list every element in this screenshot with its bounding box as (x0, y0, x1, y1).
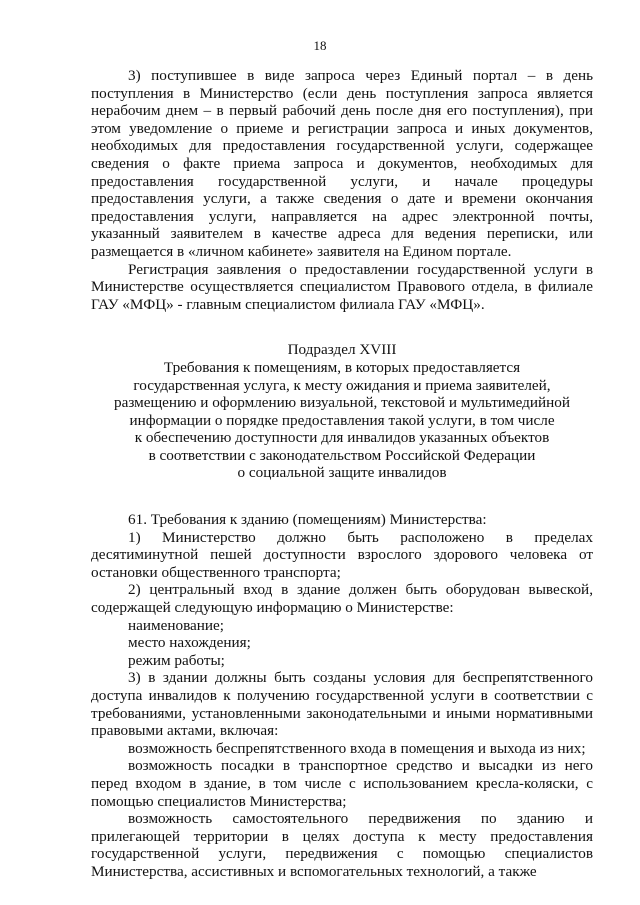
paragraph-item-1: 1) Министерство должно быть расположено в пределах десятиминутной пешей доступности взрослого здорового человека от остановки общественного транспорта; (91, 528, 593, 581)
subsection-title-line: размещению и оформлению визуальной, текстовой и мультимедийной (113, 394, 570, 412)
requirements-section (91, 511, 593, 880)
page-number: 18 (313, 38, 327, 53)
subsection-title-line: к обеспечению доступности для инвалидов указанных объектов (134, 429, 550, 447)
paragraph-subitem: возможность посадки в транспортное средство и высадки из него перед входом в здание, в том числе с использованием кресла-коляски, с помощью специалистов Министерства; (91, 757, 593, 810)
document-body (91, 67, 593, 881)
paragraph-intro: 3) поступившее в виде запроса через Единый портал – в день поступления в Министерство (если день поступления запроса является нерабочим днем – в первый рабочий день после дня его поступления), при этом уведомление о приеме и регистрации запроса и иных документов, необходимых для предоставления государственной услуги, содержащее сведения о факте приема запроса и документов, необходимых для предоставления государственной услуги, и начале процедуры предоставления услуги, а также сведения о дате и времени окончания предоставления услуги, направляется на адрес электронной почты, указанный заявителем в качестве адреса для ведения переписки, или размещается в «личном кабинете» заявителя на Едином портале. (91, 67, 593, 260)
subsection-heading (91, 341, 593, 482)
paragraph-subitem: возможность самостоятельного передвижения по зданию и прилегающей территории в целях доступа к месту предоставления государственной услуги, передвижения с помощью специалистов Министерства, ассистивных и вспомогательных технологий, а также (91, 810, 593, 880)
paragraph-registration: Регистрация заявления о предоставлении государственной услуги в Министерстве осуществляется специалистом Правового отдела, в филиале ГАУ «МФЦ» - главным специалистом филиала ГАУ «МФЦ». (91, 260, 593, 313)
subsection-title-line: информации о порядке предоставления такой услуги, в том числе (129, 411, 555, 429)
paragraph-item-2: 2) центральный вход в здание должен быть оборудован вывеской, содержащей следующую информацию о Министерстве: (91, 581, 593, 617)
subsection-title (91, 359, 593, 482)
subsection-label: Подраздел XVIII (287, 341, 397, 359)
paragraph-item-61: 61. Требования к зданию (помещениям) Министерства: (128, 511, 487, 529)
subsection-title-line: о социальной защите инвалидов (237, 464, 447, 482)
paragraph-item-3: 3) в здании должны быть созданы условия для беспрепятственного доступа инвалидов к получению государственной услуги в соответствии с требованиями, установленными законодательными и иными нормативными правовыми актами, включая: (91, 669, 593, 740)
subsection-title-line: в соответствии с законодательством Российской Федерации (148, 446, 536, 464)
subsection-title-line: Требования к помещениям, в которых предоставляется (163, 358, 521, 376)
list-item: режим работы; (128, 651, 225, 669)
paragraph-subitem: возможность беспрепятственного входа в помещения и выхода из них; (128, 739, 586, 757)
list-item: наименование; (128, 616, 224, 634)
subsection-title-line: государственная услуга, к месту ожидания и приема заявителей, (133, 376, 551, 394)
list-item: место нахождения; (128, 634, 251, 652)
